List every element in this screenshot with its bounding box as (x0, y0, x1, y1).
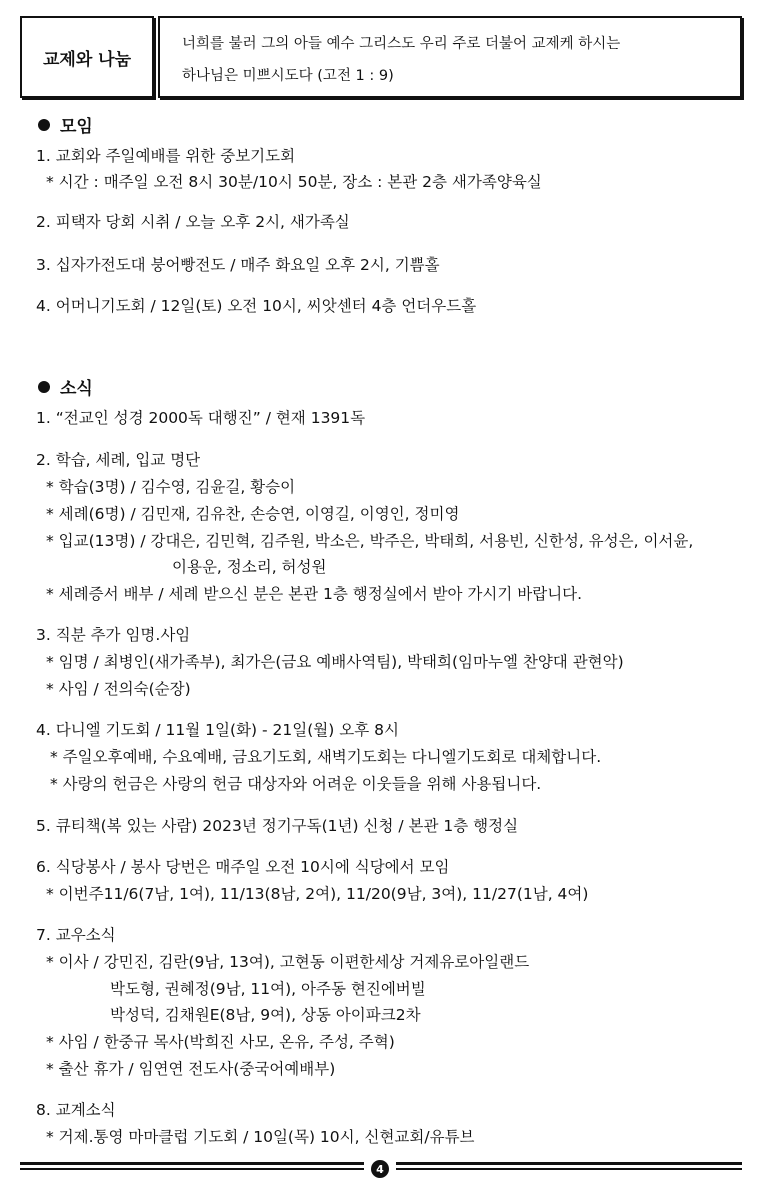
news-item-8: 8. 교계소식 (36, 1101, 116, 1119)
section-title: 교제와 나눔 (42, 49, 132, 70)
footer-rule-right (396, 1162, 742, 1165)
news-item-2: 2. 학습, 세례, 입교 명단 (36, 451, 201, 469)
footer-rule-left (20, 1162, 364, 1165)
news-item-7-resignation: * 사임 / 한중규 목사(박희진 사모, 온유, 주성, 주혁) (46, 1033, 395, 1051)
news-item-2-confirmation-cont: 이용운, 정소리, 허성원 (172, 558, 327, 576)
bullet-icon (38, 381, 50, 393)
meeting-heading: 모임 (38, 117, 93, 137)
news-item-2-confirmation: * 입교(13명) / 강대은, 김민혁, 김주원, 박소은, 박주은, 박태희, 서용빈, 신한성, 유성은, 이서윤, (46, 532, 694, 550)
header (20, 16, 742, 98)
news-item-7-moving-2: 박도형, 권혜정(9남, 11여), 아주동 현진에버빌 (110, 980, 426, 998)
news-item-2-certificate: * 세례증서 배부 / 세례 받으신 분은 본관 1층 행정실에서 받아 가시기 바랍니다. (46, 585, 583, 603)
news-item-5: 5. 큐티책(복 있는 사람) 2023년 정기구독(1년) 신청 / 본관 1층 행정실 (36, 817, 519, 835)
news-item-1: 1. “전교인 성경 2000독 대행진” / 현재 1391독 (36, 409, 366, 427)
news-item-7-moving-3: 박성덕, 김채원E(8남, 9여), 상동 아이파크2차 (110, 1006, 421, 1024)
news-heading: 소식 (38, 379, 93, 399)
verse-line-2: 하나님은 미쁘시도다 (고전 1 : 9) (182, 68, 394, 84)
news-item-7-leave: * 출산 휴가 / 임연연 전도사(중국어예배부) (46, 1060, 336, 1078)
meeting-item-1: 1. 교회와 주일예배를 위한 중보기도회 (36, 147, 296, 165)
meeting-item-1-detail: * 시간 : 매주일 오전 8시 30분/10시 50분, 장소 : 본관 2층 새가족양육실 (46, 173, 542, 191)
section-title-box (20, 16, 154, 98)
meeting-item-3: 3. 십자가전도대 붕어빵전도 / 매주 화요일 오후 2시, 기쁨홀 (36, 256, 440, 274)
page-number: 4 (371, 1160, 389, 1178)
news-item-3: 3. 직분 추가 임명.사임 (36, 626, 191, 644)
news-item-4-detail-1: * 주일오후예배, 수요예배, 금요기도회, 새벽기도회는 다니엘기도회로 대체합니다. (50, 748, 602, 766)
news-item-2-learning: * 학습(3명) / 김수영, 김윤길, 황승이 (46, 478, 296, 496)
news-item-7: 7. 교우소식 (36, 926, 116, 944)
verse-box (158, 16, 742, 98)
news-item-4: 4. 다니엘 기도회 / 11월 1일(화) - 21일(월) 오후 8시 (36, 721, 399, 739)
footer (20, 1160, 742, 1176)
news-item-6: 6. 식당봉사 / 봉사 당번은 매주일 오전 10시에 식당에서 모임 (36, 858, 450, 876)
bullet-icon (38, 119, 50, 131)
news-item-7-moving: * 이사 / 강민진, 김란(9남, 13여), 고현동 이편한세상 거제유로아일랜드 (46, 953, 530, 971)
meeting-item-4: 4. 어머니기도회 / 12일(토) 오전 10시, 씨앗센터 4층 언더우드홀 (36, 297, 477, 315)
news-item-6-detail: * 이번주11/6(7남, 1여), 11/13(8남, 2여), 11/20(9남, 3여), 11/27(1남, 4여) (46, 885, 589, 903)
news-item-3-appointment: * 임명 / 최병인(새가족부), 최가은(금요 예배사역팀), 박태희(임마누엘 찬양대 관현악) (46, 653, 624, 671)
news-item-2-baptism: * 세례(6명) / 김민재, 김유찬, 손승연, 이영길, 이영인, 정미영 (46, 505, 460, 523)
news-item-4-detail-2: * 사랑의 헌금은 사랑의 헌금 대상자와 어려운 이웃들을 위해 사용됩니다. (50, 775, 542, 793)
news-item-3-resignation: * 사임 / 전의숙(순장) (46, 680, 191, 698)
news-item-8-detail: * 거제.통영 마마클럽 기도회 / 10일(목) 10시, 신현교회/유튜브 (46, 1128, 475, 1146)
verse-line-1: 너희를 불러 그의 아들 예수 그리스도 우리 주로 더불어 교제케 하시는 (182, 36, 621, 52)
footer-rule-left-thin (20, 1168, 364, 1170)
footer-rule-right-thin (396, 1168, 742, 1170)
meeting-item-2: 2. 피택자 당회 시취 / 오늘 오후 2시, 새가족실 (36, 213, 350, 231)
